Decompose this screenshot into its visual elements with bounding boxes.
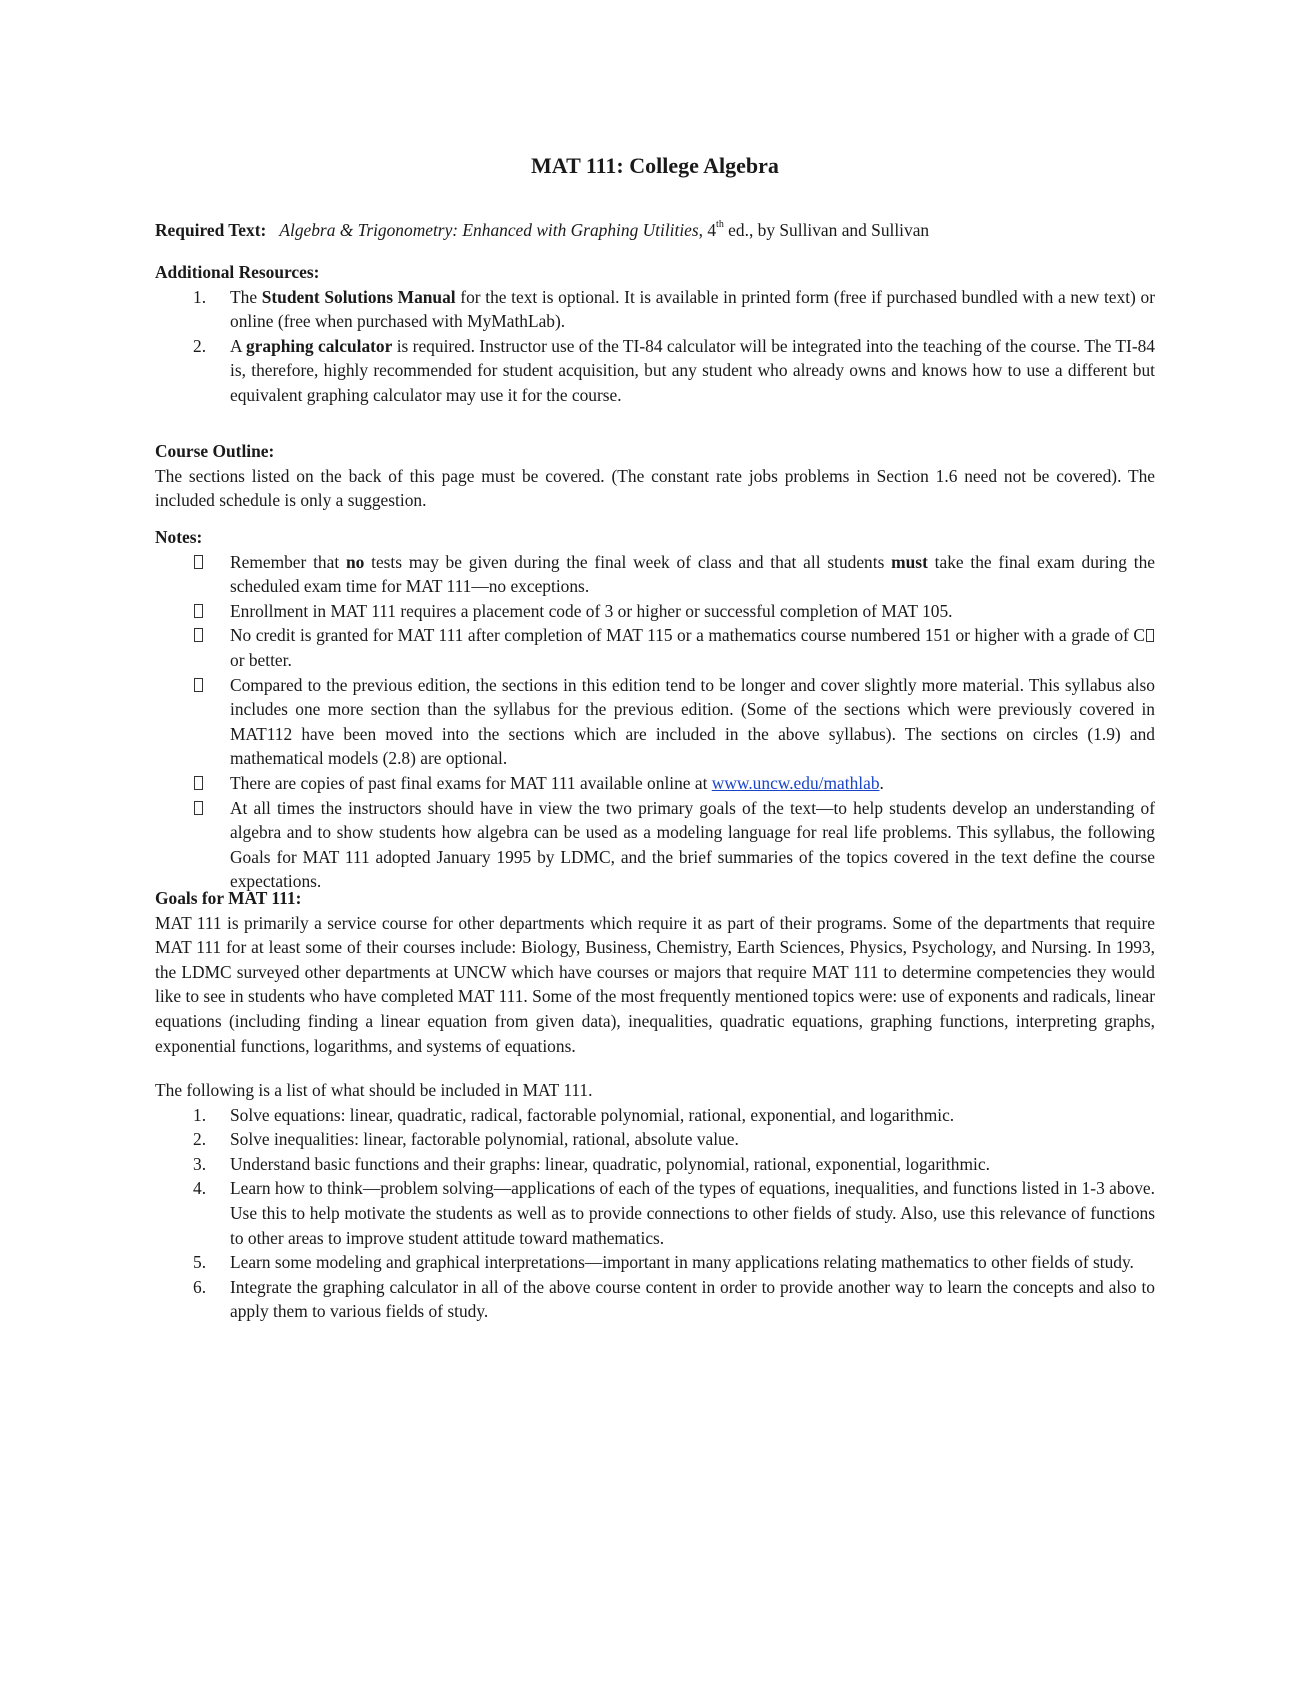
list-text: Learn some modeling and graphical interpretations—important in many applications relating mathematics to other fields of study. bbox=[230, 1252, 1134, 1273]
note-text: Enrollment in MAT 111 requires a placement code of 3 or higher or successful completion of MAT 105. bbox=[230, 600, 953, 621]
notes-section bbox=[155, 525, 1155, 894]
additional-resources-section bbox=[155, 260, 1155, 408]
list-item bbox=[155, 1103, 1155, 1128]
list-text: Solve inequalities: linear, factorable polynomial, rational, absolute value. bbox=[230, 1129, 739, 1150]
list-item bbox=[155, 1250, 1155, 1275]
list-item bbox=[155, 1275, 1155, 1324]
note-bold-text: no bbox=[345, 551, 365, 572]
list-bold-text: Student Solutions Manual bbox=[261, 286, 456, 307]
note-text: Remember that bbox=[230, 551, 346, 572]
additional-resources-heading: Additional Resources: bbox=[155, 262, 320, 282]
bullet-box-icon bbox=[194, 555, 203, 569]
list-item bbox=[155, 1152, 1155, 1177]
note-item bbox=[155, 599, 1155, 624]
list-number: 6. bbox=[193, 1276, 207, 1297]
note-text: There are copies of past final exams for MAT 111 available online at bbox=[230, 772, 712, 793]
list-text: The bbox=[230, 286, 262, 307]
list-number: 5. bbox=[193, 1252, 207, 1273]
goals-paragraph: MAT 111 is primarily a service course for other departments which require it as part of their programs. Some of the departments that require MAT 111 for at least some of their courses include: Biology, Business, Chemistry, Earth Sciences, Physics, Psychology, and Nursing. In 1993, the LDMC surveyed other departments at UNCW which have courses or majors that require MAT 111 to determine competencies they would like to see in students who have completed MAT 111. Some of the most frequently mentioned topics were: use of exponents and radicals, linear equations (including finding a linear equation from given data), inequalities, quadratic equations, graphing functions, interpreting graphs, exponential functions, logarithms, and systems of equations. bbox=[155, 912, 1155, 1056]
list-number: 3. bbox=[193, 1153, 207, 1174]
note-text: or better. bbox=[230, 649, 292, 670]
course-outline-heading: Course Outline: bbox=[155, 441, 275, 461]
course-outline-section bbox=[155, 439, 1155, 513]
note-item bbox=[155, 550, 1155, 599]
notes-list bbox=[155, 550, 1155, 894]
list-number: 1. bbox=[193, 286, 207, 307]
list-item bbox=[155, 285, 1155, 334]
goals-list bbox=[155, 1103, 1155, 1324]
goals-heading: Goals for MAT 111: bbox=[155, 888, 302, 908]
note-text: Compared to the previous edition, the sections in this edition tend to be longer and cover slightly more material. This syllabus also includes one more section than the syllabus for the previous edition. (Some of the sections which were previously covered in MAT112 have been moved into the sections which are included in the above syllabus). The sections on circles (1.9) and mathematical models (2.8) are optional. bbox=[230, 674, 1155, 769]
list-item bbox=[155, 334, 1155, 408]
bullet-box-icon bbox=[194, 678, 203, 692]
bullet-box-icon bbox=[194, 776, 203, 790]
required-text bbox=[155, 218, 1155, 243]
list-bold-text: graphing calculator bbox=[245, 335, 393, 356]
bullet-box-icon bbox=[194, 628, 203, 642]
additional-resources-list bbox=[155, 285, 1155, 408]
bullet-box-icon bbox=[194, 604, 203, 618]
required-text-label: Required Text: bbox=[155, 220, 267, 240]
list-text: Solve equations: linear, quadratic, radical, factorable polynomial, rational, exponential, and logarithmic. bbox=[230, 1104, 955, 1125]
list-item bbox=[155, 1176, 1155, 1250]
list-text: is required. Instructor use of the TI-84 calculator will be integrated into the teaching of the course. The TI-84 is, therefore, highly recommended for student acquisition, but any student who already owns and knows how to use a different but equivalent graphing calculator may use it for the course. bbox=[230, 335, 1156, 405]
list-number: 1. bbox=[193, 1104, 207, 1125]
goals-list-intro: The following is a list of what should be included in MAT 111. bbox=[155, 1080, 593, 1100]
bullet-box-icon bbox=[194, 801, 203, 815]
required-text-authors: ed., by Sullivan and Sullivan bbox=[723, 220, 930, 240]
list-number: 2. bbox=[193, 1129, 207, 1150]
list-text: A bbox=[230, 335, 246, 356]
note-item bbox=[155, 796, 1155, 894]
note-bold-text: must bbox=[891, 551, 928, 572]
note-text: At all times the instructors should have in view the two primary goals of the text—to help students develop an understanding of algebra and to show students how algebra can be used as a modeling language for real life problems. This syllabus, the following Goals for MAT 111 adopted January 1995 by LDMC, and the brief summaries of the topics covered in the text define the course expectations. bbox=[230, 797, 1155, 892]
note-text: take the final exam during the scheduled exam time for MAT 111—no exceptions. bbox=[230, 551, 1155, 597]
note-item bbox=[155, 623, 1155, 672]
required-text-edition: , 4 bbox=[698, 220, 717, 240]
page-title: MAT 111: College Algebra bbox=[531, 153, 779, 178]
mathlab-link[interactable]: www.uncw.edu/mathlab bbox=[711, 772, 880, 793]
note-item bbox=[155, 673, 1155, 771]
list-number: 2. bbox=[193, 335, 207, 356]
goals-list-section bbox=[155, 1078, 1155, 1324]
notes-heading: Notes: bbox=[155, 527, 203, 547]
required-text-edition-superscript: th bbox=[716, 219, 724, 230]
list-text: Understand basic functions and their graphs: linear, quadratic, polynomial, rational, exponential, logarithmic. bbox=[230, 1153, 990, 1174]
note-text: tests may be given during the final week of class and that all students bbox=[364, 551, 892, 572]
required-text-book-title: Algebra & Trigonometry: Enhanced with Graphing Utilities bbox=[279, 220, 699, 240]
note-text: No credit is granted for MAT 111 after completion of MAT 115 or a mathematics course numbered 151 or higher with a grade of C bbox=[230, 625, 1145, 646]
course-outline-text: The sections listed on the back of this page must be covered. (The constant rate jobs problems in Section 1.6 need not be covered). The included schedule is only a suggestion. bbox=[155, 465, 1155, 511]
goals-section bbox=[155, 886, 1155, 1058]
note-text: . bbox=[879, 772, 884, 793]
note-item bbox=[155, 771, 1155, 796]
missing-glyph-box-icon bbox=[1146, 629, 1154, 642]
list-text: for the text is optional. It is available in printed form (free if purchased bundled with a new text) or online (free when purchased with MyMathLab). bbox=[230, 286, 1155, 332]
list-text: Integrate the graphing calculator in all of the above course content in order to provide another way to learn the concepts and also to apply them to various fields of study. bbox=[230, 1276, 1155, 1322]
list-text: Learn how to think—problem solving—applications of each of the types of equations, inequalities, and functions listed in 1-3 above. Use this to help motivate the students as well as to provide connections to other fields of study. Also, use this relevance of functions to other areas to improve student attitude toward mathematics. bbox=[230, 1178, 1155, 1248]
list-number: 4. bbox=[193, 1178, 207, 1199]
list-item bbox=[155, 1127, 1155, 1152]
